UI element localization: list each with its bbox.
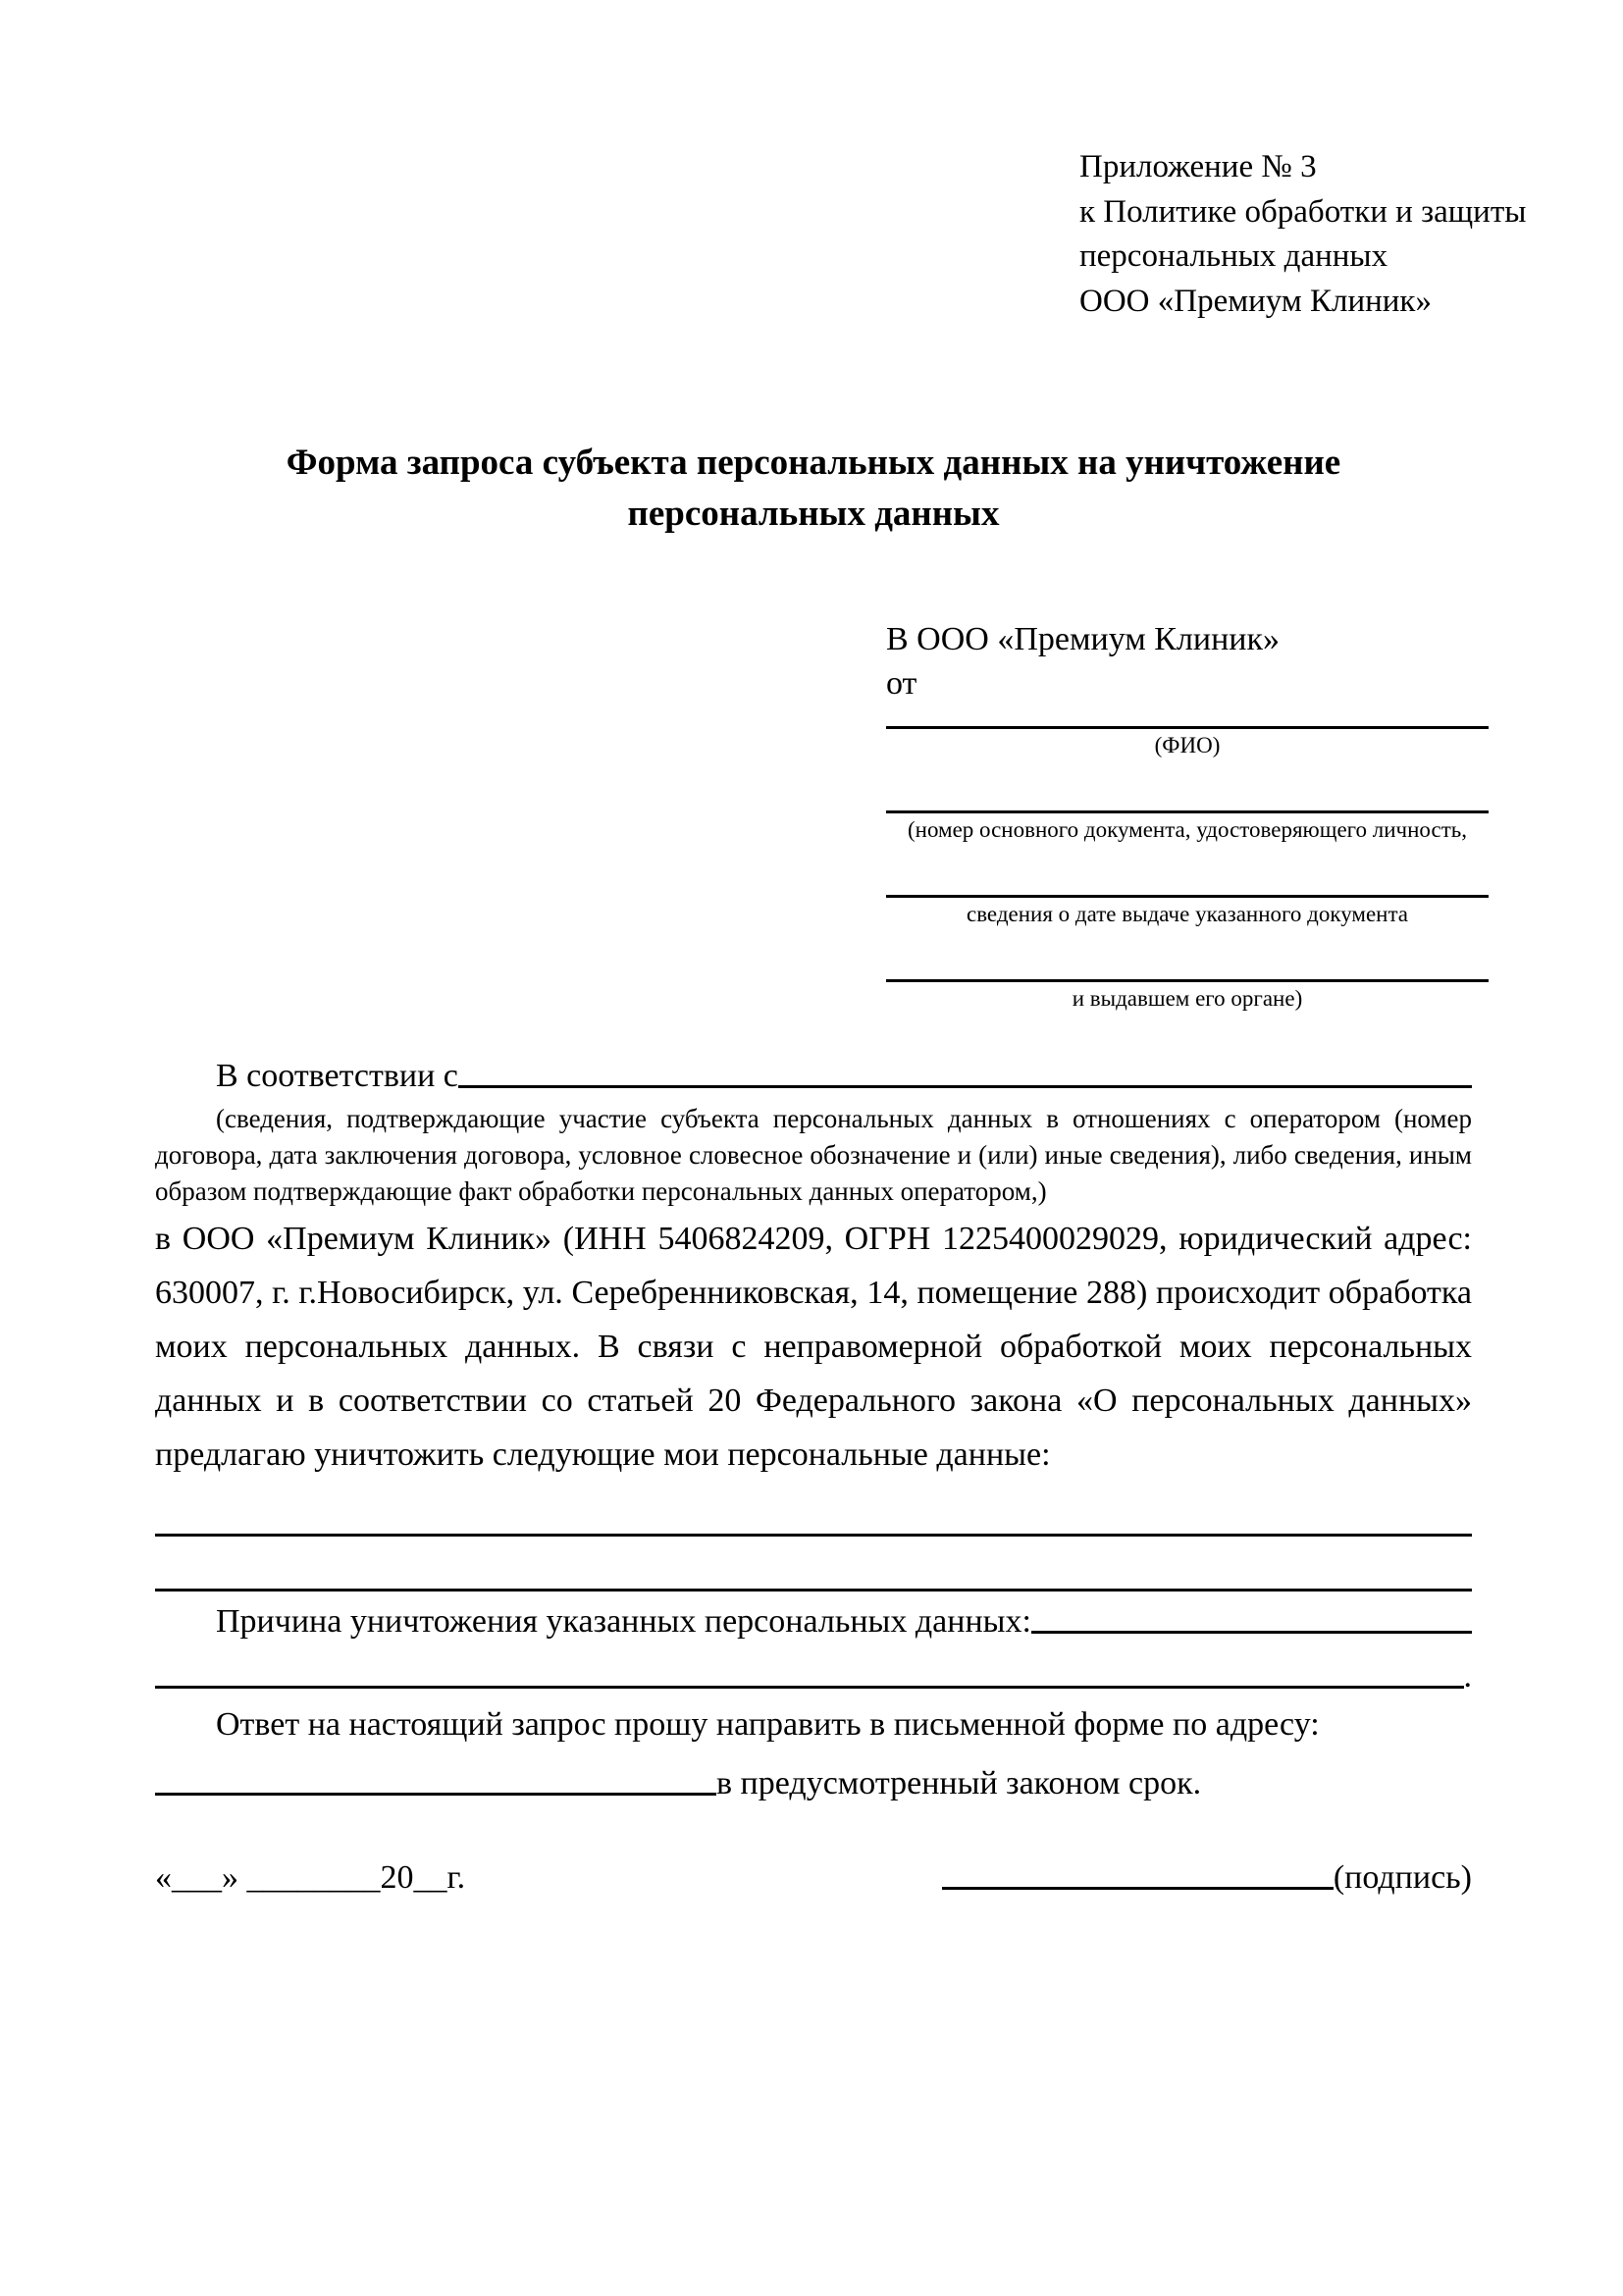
main-paragraph: в ООО «Премиум Клиник» (ИНН 5406824209, ОГРН 1225400029029, юридический адрес: 630007, г. г.Новосибирск, ул. Серебренниковская, 14, помещение 288) происходит обработка моих персональных данных. В связи с неправомерной обработкой моих персональных данных и в соответствии со статьей 20 Федерального закона «О персональных данных» предлагаю уничтожить следующие мои персональные данные: bbox=[155, 1220, 1472, 1473]
doc-number-blank-line bbox=[886, 804, 1489, 813]
response-paragraph: Ответ на настоящий запрос прошу направить в письменной форме по адресу: bbox=[216, 1706, 1320, 1744]
addressee-to: В ООО «Премиум Клиник» bbox=[886, 620, 1281, 657]
doc-issue-date-caption: сведения о дате выдаче указанного документа bbox=[966, 901, 1409, 926]
doc-authority-blank-line bbox=[886, 972, 1489, 982]
signature-group bbox=[942, 1859, 1472, 1897]
date-line: «___» ________20__г. bbox=[155, 1859, 466, 1897]
appendix-line-4: ООО «Премиум Клиник» bbox=[1079, 283, 1432, 319]
appendix-line-1: Приложение № 3 bbox=[1079, 149, 1317, 184]
data-blank-line-1 bbox=[155, 1482, 1472, 1537]
fio-caption: (ФИО) bbox=[1154, 733, 1221, 758]
doc-authority-caption: и выдавшем его органе) bbox=[1072, 985, 1303, 1011]
reason-blank-line bbox=[1031, 1631, 1472, 1634]
fio-blank-line bbox=[886, 719, 1489, 729]
appendix-line-2: к Политике обработки и защиты bbox=[1079, 193, 1527, 230]
accordance-blank-line bbox=[458, 1085, 1472, 1088]
data-blank-line-2 bbox=[155, 1537, 1472, 1592]
appendix-header bbox=[1079, 145, 1527, 324]
accordance-row bbox=[155, 1058, 1472, 1095]
accordance-footnote: (сведения, подтверждающие участие субъекта персональных данных в отношениях с оператором (номер договора, дата заключения договора, условное словесное обозначение и (или) иные сведения), либо сведения, иным образом подтверждающие факт обработки персональных данных оператором,) bbox=[155, 1104, 1472, 1206]
page-title: Форма запроса субъекта персональных данных на уничтожение персональных данных bbox=[286, 443, 1341, 534]
addressee-block bbox=[886, 618, 1489, 1014]
signature-blank-line bbox=[942, 1887, 1334, 1890]
signature-caption: (подпись) bbox=[1333, 1859, 1472, 1897]
response-address-row bbox=[155, 1751, 1472, 1802]
date-signature-row bbox=[155, 1859, 1472, 1897]
reason-row bbox=[155, 1603, 1472, 1641]
appendix-line-3: персональных данных bbox=[1079, 238, 1388, 275]
reason-blank-line-2 bbox=[155, 1686, 1464, 1689]
doc-number-caption: (номер основного документа, удостоверяющего личность, bbox=[907, 817, 1467, 843]
address-blank-line bbox=[155, 1793, 716, 1796]
addressee-from-label: от bbox=[886, 664, 917, 702]
line-terminator: . bbox=[1463, 1658, 1472, 1696]
doc-issue-date-blank-line bbox=[886, 888, 1489, 898]
reason-continuation-row bbox=[155, 1641, 1472, 1696]
response-suffix: в предусмотренный законом срок. bbox=[716, 1765, 1202, 1802]
accordance-label: В соответствии с bbox=[216, 1058, 458, 1095]
reason-label: Причина уничтожения указанных персональных данных: bbox=[216, 1603, 1031, 1641]
